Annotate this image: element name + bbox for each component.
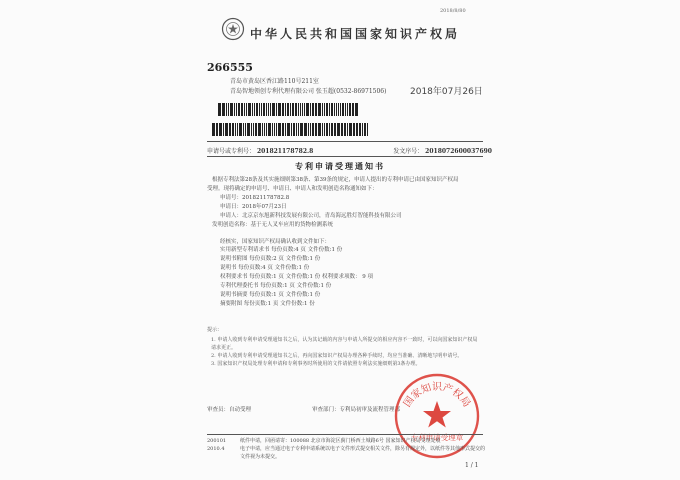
document-serial: 2018/8/80 — [440, 8, 466, 14]
barcode-bar — [322, 103, 323, 116]
barcode-bar — [345, 103, 346, 116]
barcode-bar — [258, 123, 261, 136]
barcode-bar — [287, 103, 289, 116]
application-number-label: 申请号或专利号： — [207, 148, 256, 155]
recipient-address: 青岛市黄岛区香江路110号211室 — [230, 78, 319, 85]
barcode-bar — [272, 123, 273, 136]
barcode-bar — [347, 123, 348, 136]
barcode-bar — [251, 123, 252, 136]
footer-note: 纸件申请，回函请寄：100088 北京市海淀区蓟门桥西土城路6号 国家知识产权局受理处收 — [240, 438, 441, 444]
barcode-bar — [298, 103, 299, 116]
barcode-bar — [268, 103, 269, 116]
form-version: 2010.4 — [207, 446, 225, 452]
barcode-bar — [356, 123, 358, 136]
barcode-recipient — [218, 103, 358, 116]
barcode-bar — [276, 123, 277, 136]
barcode-bar — [331, 103, 333, 116]
barcode-bar — [239, 123, 242, 136]
form-code: 200101 — [207, 438, 227, 444]
barcode-bar — [352, 103, 354, 116]
barcode-bar — [364, 123, 366, 136]
invention-title-line: 发明创造名称：基于无人叉车应用的货物检测系统 — [212, 222, 334, 228]
barcode-bar — [223, 123, 224, 136]
document-item: 说明书附图 每份页数:2 页 文件份数:1 份 — [220, 256, 321, 262]
barcode-bar — [304, 103, 305, 116]
barcode-bar — [326, 123, 328, 136]
footer-note: 电子申请，应当通过电子专利申请系统以电子文件形式提交相关文件，除另有规定外，以纸件等其他形式提交的 — [240, 446, 486, 452]
page-number: 1 / 1 — [465, 462, 479, 469]
barcode-bar — [252, 103, 253, 116]
barcode-bar — [236, 103, 237, 116]
barcode-bar — [292, 103, 294, 116]
hint-item: 请求更正。 — [211, 345, 237, 351]
barcode-bar — [359, 123, 361, 136]
barcode-bar — [255, 123, 257, 136]
barcode-bar — [219, 123, 222, 136]
barcode-bar — [234, 103, 235, 116]
barcode-bar — [247, 123, 250, 136]
barcode-bar — [285, 123, 286, 136]
barcode-bar — [244, 103, 245, 116]
hint-item: 1. 申请人收到专利申请受理通知书之后，认为其记载的内容与申请人所提交的相应内容不一致时，可以向国家知识产权局 — [211, 337, 478, 343]
barcode-bar — [253, 123, 254, 136]
barcode-bar — [212, 123, 215, 136]
barcode-bar — [248, 103, 251, 116]
recipient-agent: 青岛智地领创专利代理有限公司 张玉超(0532-86971506) — [230, 88, 387, 95]
barcode-bar — [324, 123, 325, 136]
barcode-bar — [337, 123, 340, 136]
barcode-bar — [226, 103, 227, 116]
barcode-bar — [334, 103, 335, 116]
application-info-row — [207, 146, 492, 155]
barcode-bar — [315, 103, 317, 116]
barcode-bar — [282, 123, 284, 136]
barcode-bar — [296, 123, 297, 136]
barcode-bar — [312, 103, 314, 116]
notice-number: 2018072600037690 — [425, 148, 492, 155]
barcode-bar — [264, 123, 265, 136]
document-item: 摘要附图 每份页数:1 页 文件份数:1 份 — [220, 301, 315, 307]
barcode-bar — [272, 103, 275, 116]
barcode-bar — [306, 103, 309, 116]
document-item: 权利要求书 每份页数:1 页 文件份数:1 份 权利要求项数： 9 项 — [220, 274, 373, 280]
barcode-bar — [222, 103, 225, 116]
seal-ring-text: 国家知识产权局 — [402, 382, 472, 410]
barcode-bar — [329, 123, 330, 136]
barcode-bar — [362, 123, 363, 136]
barcode-bar — [235, 123, 236, 136]
document-item: 实用新型专利请求书 每份页数:4 页 文件份数:1 份 — [220, 247, 343, 253]
barcode-bar — [341, 123, 343, 136]
barcode-bar — [282, 103, 284, 116]
intro-line-2: 受理。现将确定的申请号、申请日、申请人和发明创造名称通知如下： — [207, 186, 378, 192]
barcode-bar — [232, 123, 234, 136]
barcode-bar — [295, 103, 297, 116]
barcode-bar — [285, 103, 286, 116]
barcode-bar — [293, 123, 295, 136]
intro-line-1: 根据专利法第28条及其实施细则第38条、第39条的规定，申请人提出的专利申请已由国家知识产权局 — [212, 177, 459, 183]
barcode-bar — [336, 103, 337, 116]
reviewer: 审查员：自动受理 — [207, 407, 252, 413]
barcode-bar — [261, 103, 262, 116]
barcode-bar — [318, 123, 321, 136]
barcode-bar — [300, 123, 303, 136]
barcode-bar — [308, 123, 309, 136]
barcode-bar — [302, 103, 303, 116]
barcode-application — [212, 123, 368, 136]
review-department: 审查部门：专利局初审及流程管理部 — [312, 407, 401, 413]
barcode-bar — [349, 123, 352, 136]
barcode-bar — [225, 123, 228, 136]
office-name: 中华人民共和国国家知识产权局 — [250, 27, 461, 41]
barcode-bar — [300, 103, 301, 116]
barcode-bar — [334, 123, 336, 136]
notice-number-label: 发文序号： — [393, 148, 424, 155]
barcode-bar — [246, 103, 247, 116]
barcode-bar — [278, 103, 281, 116]
barcode-bar — [229, 123, 231, 136]
barcode-bar — [353, 123, 355, 136]
barcode-bar — [228, 103, 229, 116]
barcode-bar — [278, 123, 281, 136]
barcode-bar — [355, 103, 358, 116]
national-emblem-icon — [221, 17, 245, 41]
hints-title: 提示： — [207, 327, 223, 333]
hint-item: 3. 国家知识产权局处理专利申请和专利事务时所使用的文件请依照专利法实施细则第3条办理。 — [211, 361, 421, 367]
barcode-bar — [266, 123, 267, 136]
barcode-bar — [237, 123, 238, 136]
document-item: 专利代理委托书 每份页数:1 页 文件份数:1 份 — [220, 283, 332, 289]
document-item: 说明书摘要 每份页数:1 页 文件份数:1 份 — [220, 292, 321, 298]
barcode-bar — [340, 103, 341, 116]
barcode-bar — [276, 103, 277, 116]
applicant-line: 申请人：北京京东旭新科技发展有限公司，青岛海远胜灯智能科技有限公司 — [220, 213, 402, 219]
barcode-bar — [342, 103, 344, 116]
barcode-bar — [315, 123, 317, 136]
divider-line — [207, 434, 483, 435]
barcode-bar — [312, 123, 314, 136]
barcode-bar — [218, 103, 221, 116]
barcode-bar — [349, 103, 351, 116]
hint-item: 2. 申请人收到专利申请受理通知书之后，再向国家知识产权局办理各种手续时，均应当准确、清晰地写明申请号。 — [211, 353, 463, 359]
barcode-bar — [270, 103, 271, 116]
barcode-bar — [262, 123, 263, 136]
barcode-bar — [298, 123, 299, 136]
barcode-bar — [310, 103, 311, 116]
barcode-bar — [256, 103, 258, 116]
barcode-bar — [331, 123, 333, 136]
barcode-bar — [274, 123, 275, 136]
barcode-bar — [263, 103, 265, 116]
barcode-bar — [322, 123, 323, 136]
barcode-bar — [338, 103, 339, 116]
barcode-bar — [254, 103, 255, 116]
divider-line — [207, 141, 483, 142]
application-date-line: 申请日：2018年07月23日 — [220, 204, 287, 210]
barcode-bar — [291, 123, 292, 136]
barcode-bar — [266, 103, 267, 116]
barcode-bar — [326, 103, 328, 116]
barcode-bar — [238, 103, 240, 116]
barcode-bar — [324, 103, 325, 116]
notice-title: 专利申请受理通知书 — [295, 161, 385, 171]
barcode-bar — [290, 103, 291, 116]
barcode-bar — [243, 123, 244, 136]
barcode-bar — [245, 123, 246, 136]
barcode-bar — [241, 103, 243, 116]
document-number: 266555 — [207, 61, 253, 74]
divider-line — [207, 156, 483, 157]
barcode-bar — [216, 123, 218, 136]
barcode-bar — [304, 123, 307, 136]
barcode-bar — [287, 123, 290, 136]
application-number-line: 申请号：201821178782.8 — [220, 195, 290, 201]
seal-center-text: 专利申请受理章 — [410, 433, 464, 442]
issue-date: 2018年07月26日 — [410, 87, 483, 97]
barcode-bar — [259, 103, 260, 116]
barcode-bar — [347, 103, 348, 116]
barcode-bar — [230, 103, 233, 116]
barcode-bar — [318, 103, 321, 116]
barcode-bar — [310, 123, 311, 136]
barcode-bar — [344, 123, 346, 136]
footer-note: 文件视为未提交。 — [240, 454, 281, 460]
barcode-bar — [268, 123, 271, 136]
application-number: 201821178782.8 — [256, 148, 314, 155]
barcode-bar — [329, 103, 330, 116]
document-item: 说明书 每份页数:4 页 文件份数:1 份 — [220, 265, 310, 271]
barcode-bar — [367, 123, 368, 136]
documents-header: 经核实，国家知识产权局确认收到文件如下： — [220, 239, 331, 245]
